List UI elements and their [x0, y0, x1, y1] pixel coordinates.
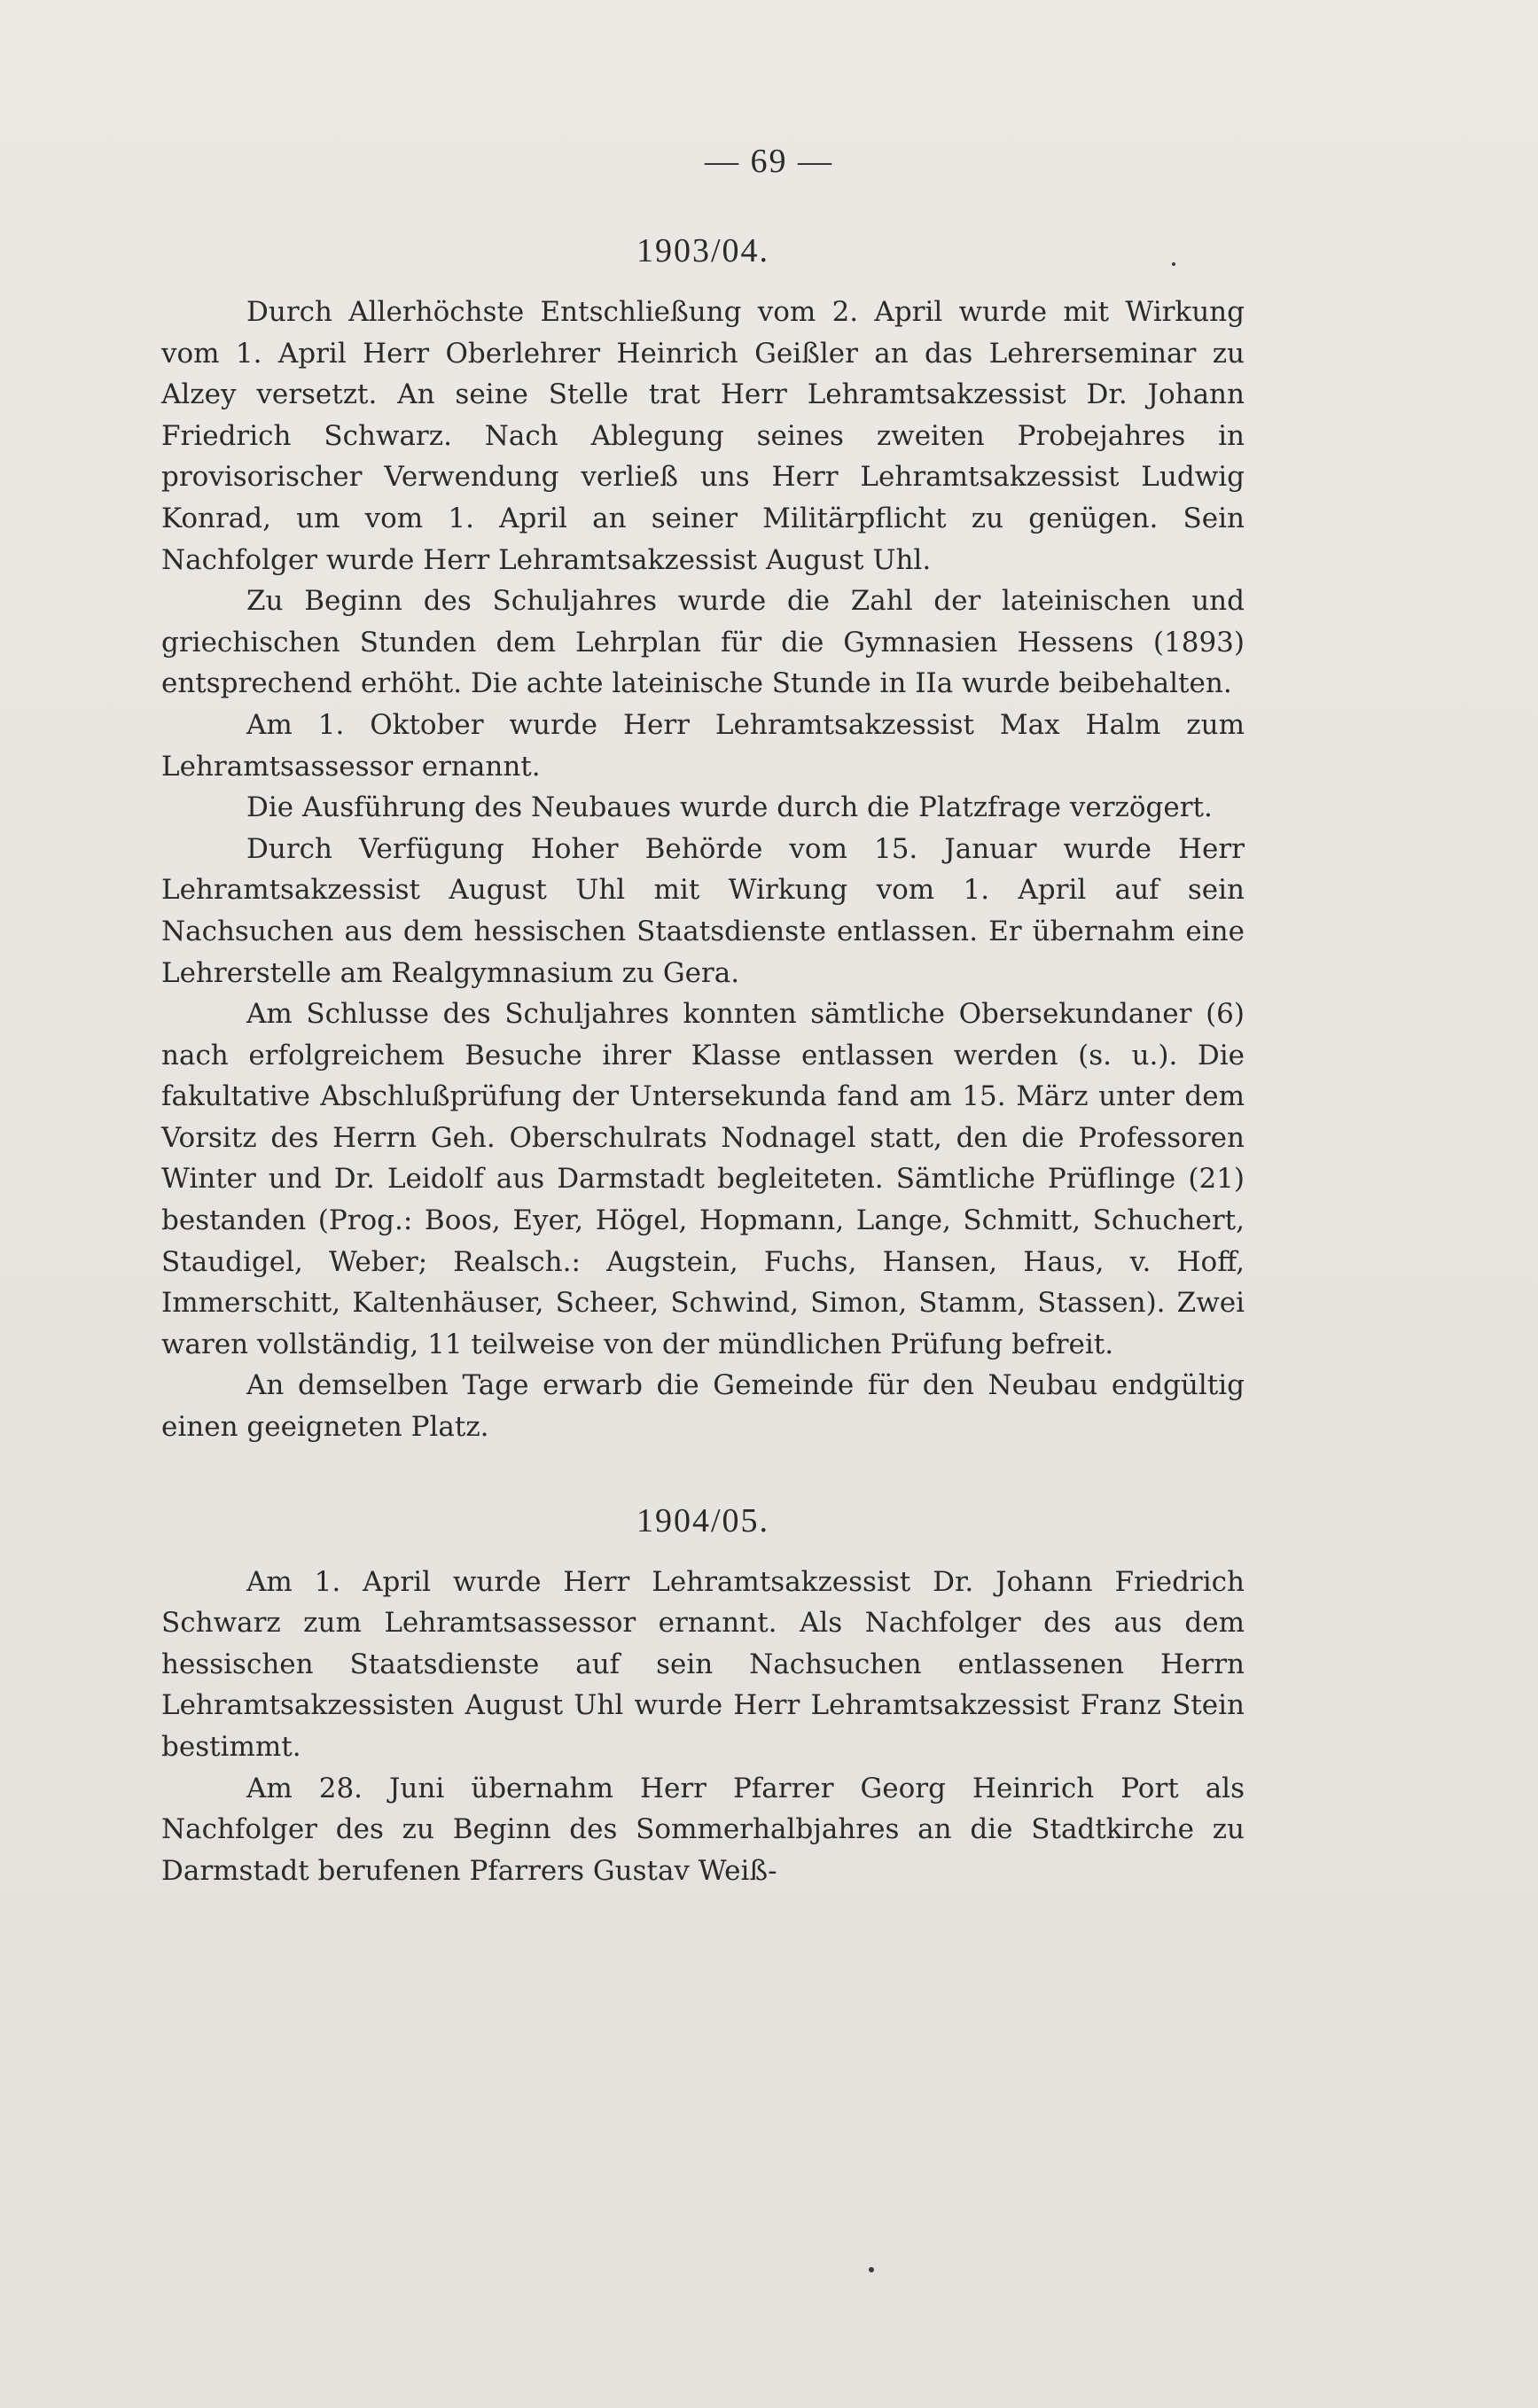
speck-mark [869, 2267, 874, 2272]
paragraph: Am Schlusse des Schuljahres konnten sämtliche Obersekundaner (6) nach erfolgreichem Besuche ihrer Klasse entlassen werden (s. u.). Die fakultative Abschlußprüfung der Untersekunda fand am 15. März unter dem Vorsitz des Herrn Geh. Oberschulrats Nodnagel statt, den die Professoren Winter und Dr. Leidolf aus Darmstadt begleiteten. Sämtliche Prüflinge (21) bestanden (Prog.: Boos, Eyer, Högel, Hopmann, Lange, Schmitt, Schuchert, Staudigel, Weber; Realsch.: Augstein, Fuchs, Hansen, Haus, v. Hoff, Immerschitt, Kaltenhäuser, Scheer, Schwind, Simon, Stamm, Stassen). Zwei waren vollständig, 11 teilweise von der mündlichen Prüfung befreit. [161, 998, 1245, 1360]
section-1903-04 [161, 226, 1245, 1448]
paragraph: Durch Verfügung Hoher Behörde vom 15. Januar wurde Herr Lehramtsakzessist August Uhl mit Wirkung vom 1. April auf sein Nachsuchen aus dem hessischen Staatsdienste entlassen. Er übernahm eine Lehrerstelle am Realgymnasium zu Gera. [161, 832, 1245, 989]
page-number: — 69 — [705, 143, 833, 180]
paragraph: Durch Allerhöchste Entschließung vom 2. April wurde mit Wirkung vom 1. April Herr Oberlehrer Heinrich Geißler an das Lehrerseminar zu Alzey versetzt. An seine Stelle trat Herr Lehramtsakzessist Dr. Johann Friedrich Schwarz. Nach Ablegung seines zweiten Probejahres in provisorischer Verwendung verließ uns Herr Lehramtsakzessist Ludwig Konrad, um vom 1. April an seiner Militärpflicht zu genügen. Sein Nachfolger wurde Herr Lehramtsakzessist August Uhl. [161, 296, 1245, 576]
section-heading: 1904/05. [636, 1501, 770, 1539]
speck-mark [1172, 262, 1175, 266]
section-1904-05 [161, 1496, 1245, 1892]
section-heading: 1903/04. [636, 232, 770, 269]
paragraph: Die Ausführung des Neubaues wurde durch die Platzfrage verzögert. [246, 791, 1213, 824]
paragraph: Am 28. Juni übernahm Herr Pfarrer Georg Heinrich Port als Nachfolger des zu Beginn des Sommerhalbjahres an die Stadtkirche zu Darmstadt berufenen Pfarrers Gustav Weiß- [161, 1772, 1245, 1887]
page-content [161, 226, 1245, 1891]
paragraph: Am 1. April wurde Herr Lehramtsakzessist Dr. Johann Friedrich Schwarz zum Lehramtsassessor ernannt. Als Nachfolger des aus dem hessischen Staatsdienste auf sein Nachsuchen entlassenen Herrn Lehramtsakzessisten August Uhl wurde Herr Lehramtsakzessist Franz Stein bestimmt. [161, 1565, 1245, 1763]
paragraph: An demselben Tage erwarb die Gemeinde für den Neubau endgültig einen geeigneten Platz. [161, 1369, 1245, 1444]
paragraph: Am 1. Oktober wurde Herr Lehramtsakzessist Max Halm zum Lehramtsassessor ernannt. [161, 708, 1245, 783]
paragraph: Zu Beginn des Schuljahres wurde die Zahl der lateinischen und griechischen Stunden dem Lehrplan für die Gymnasien Hessens (1893) entsprechend erhöht. Die achte lateinische Stunde in IIa wurde beibehalten. [161, 585, 1245, 700]
